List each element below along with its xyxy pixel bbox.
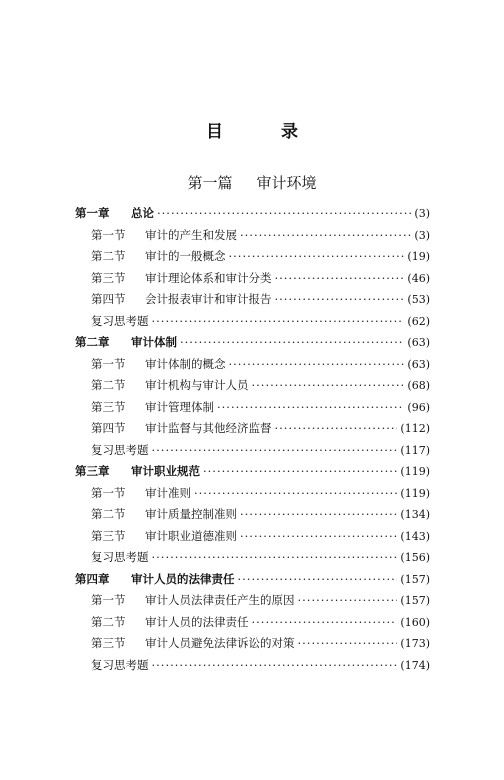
toc-section-row <box>75 399 430 421</box>
dot-leader <box>194 486 397 500</box>
toc-entry-number: 第三节 <box>91 399 126 414</box>
dot-leader <box>252 615 398 629</box>
toc-chapter-row <box>75 571 430 593</box>
toc-entry-number: 第四章 <box>75 571 110 586</box>
toc-entry-label: 审计准则 <box>145 485 191 500</box>
dot-leader <box>275 292 405 306</box>
dot-leader <box>240 529 397 543</box>
toc-entry-label: 复习思考题 <box>91 657 149 672</box>
dot-leader <box>298 593 398 607</box>
toc-entry-label: 审计理论体系和审计分类 <box>145 270 272 285</box>
toc-section-row <box>75 248 430 270</box>
toc-review-row <box>75 313 430 335</box>
toc-entry-number: 第二节 <box>91 378 126 392</box>
toc-entry-number: 第三节 <box>91 636 126 650</box>
page-title: 目 录 <box>206 122 324 142</box>
toc-page-number: (157) <box>400 572 430 586</box>
dot-leader <box>238 572 398 586</box>
dot-leader <box>152 658 398 672</box>
toc-page-number: (157) <box>400 594 430 607</box>
toc-page-number: (3) <box>414 207 430 220</box>
toc-entry-number: 第二节 <box>91 507 126 521</box>
toc-section-row <box>75 291 430 313</box>
toc-section-row <box>75 592 430 614</box>
toc-section-row <box>75 614 430 636</box>
toc-entry-number: 第一节 <box>91 356 126 371</box>
toc-entry-label: 审计的产生和发展 <box>145 227 237 242</box>
dot-leader <box>275 421 398 435</box>
dot-leader <box>152 550 398 564</box>
toc-entry-label: 复习思考题 <box>91 313 149 328</box>
toc-page-number: (63) <box>407 336 430 349</box>
dot-leader <box>240 507 397 521</box>
dot-leader <box>152 443 398 457</box>
toc-entry-number: 第一节 <box>91 593 126 607</box>
toc-entry-label: 总论 <box>131 206 154 220</box>
dot-leader <box>229 249 405 263</box>
table-of-contents <box>75 205 430 678</box>
toc-entry-number: 第二节 <box>91 249 126 263</box>
toc-entry-number: 第三章 <box>75 464 110 478</box>
toc-page-number: (119) <box>400 465 430 478</box>
dot-leader <box>217 400 404 414</box>
part-heading <box>0 172 504 193</box>
toc-entry-label: 审计机构与审计人员 <box>145 378 249 392</box>
dot-leader <box>298 636 398 650</box>
toc-page-number: (119) <box>400 486 430 500</box>
toc-chapter-row <box>75 334 430 356</box>
dot-leader <box>252 378 405 392</box>
toc-entry-label: 审计人员避免法律诉讼的对策 <box>145 636 295 650</box>
toc-entry-number: 第三节 <box>91 270 126 285</box>
toc-page-number: (53) <box>407 293 430 306</box>
toc-page-number: (143) <box>400 529 430 543</box>
toc-entry-label: 审计质量控制准则 <box>145 507 237 521</box>
toc-section-row <box>75 377 430 399</box>
toc-page-number: (174) <box>400 658 430 672</box>
toc-page-number: (173) <box>400 637 430 650</box>
toc-page-number: (112) <box>400 422 430 435</box>
toc-page-number: (3) <box>414 228 430 242</box>
toc-page-number: (156) <box>400 551 430 564</box>
toc-page-number: (68) <box>407 379 430 392</box>
dot-leader <box>275 271 405 285</box>
toc-chapter-row <box>75 205 430 227</box>
part-name: 审计环境 <box>256 174 317 192</box>
toc-entry-number: 第四节 <box>91 421 126 435</box>
toc-page-number: (134) <box>400 508 430 521</box>
toc-section-row <box>75 528 430 550</box>
toc-entry-label: 审计管理体制 <box>145 399 214 414</box>
toc-entry-number: 第三节 <box>91 528 126 543</box>
toc-entry-label: 审计体制的概念 <box>145 356 226 371</box>
toc-entry-label: 审计人员法律责任产生的原因 <box>145 593 295 607</box>
toc-section-row <box>75 420 430 442</box>
dot-leader <box>240 228 411 242</box>
part-number: 第一篇 <box>187 174 233 192</box>
dot-leader <box>229 357 405 371</box>
toc-entry-label: 审计人员的法律责任 <box>131 571 235 586</box>
toc-entry-label: 审计监督与其他经济监督 <box>145 421 272 435</box>
toc-page-number: (117) <box>400 443 430 457</box>
dot-leader <box>180 335 404 349</box>
toc-entry-number: 第一节 <box>91 227 126 242</box>
toc-entry-number: 第二章 <box>75 335 110 349</box>
toc-section-row <box>75 506 430 528</box>
toc-page-number: (160) <box>400 615 430 629</box>
dot-leader <box>203 464 397 478</box>
toc-page-number: (46) <box>407 271 430 285</box>
toc-page-number: (63) <box>407 357 430 371</box>
dot-leader <box>152 314 405 328</box>
dot-leader <box>157 206 411 220</box>
toc-entry-number: 第二节 <box>91 614 126 629</box>
toc-entry-label: 审计职业道德准则 <box>145 528 237 543</box>
toc-section-row <box>75 356 430 378</box>
toc-entry-label: 会计报表审计和审计报告 <box>145 292 272 306</box>
toc-review-row <box>75 657 430 679</box>
toc-entry-number: 第一章 <box>75 206 110 220</box>
toc-entry-label: 审计体制 <box>131 335 177 349</box>
toc-entry-number: 第四节 <box>91 292 126 306</box>
toc-chapter-row <box>75 463 430 485</box>
toc-entry-label: 审计的一般概念 <box>145 249 226 263</box>
toc-entry-label: 审计人员的法律责任 <box>145 614 249 629</box>
toc-entry-label: 复习思考题 <box>91 442 149 457</box>
toc-section-row <box>75 485 430 507</box>
toc-page-number: (96) <box>407 400 430 414</box>
toc-review-row <box>75 549 430 571</box>
toc-entry-label: 复习思考题 <box>91 550 149 564</box>
toc-entry-label: 审计职业规范 <box>131 464 200 478</box>
toc-section-row <box>75 270 430 292</box>
toc-page-number: (62) <box>407 314 430 328</box>
toc-entry-number: 第一节 <box>91 485 126 500</box>
toc-page-number: (19) <box>407 250 430 263</box>
toc-section-row <box>75 227 430 249</box>
toc-review-row <box>75 442 430 464</box>
toc-section-row <box>75 635 430 657</box>
